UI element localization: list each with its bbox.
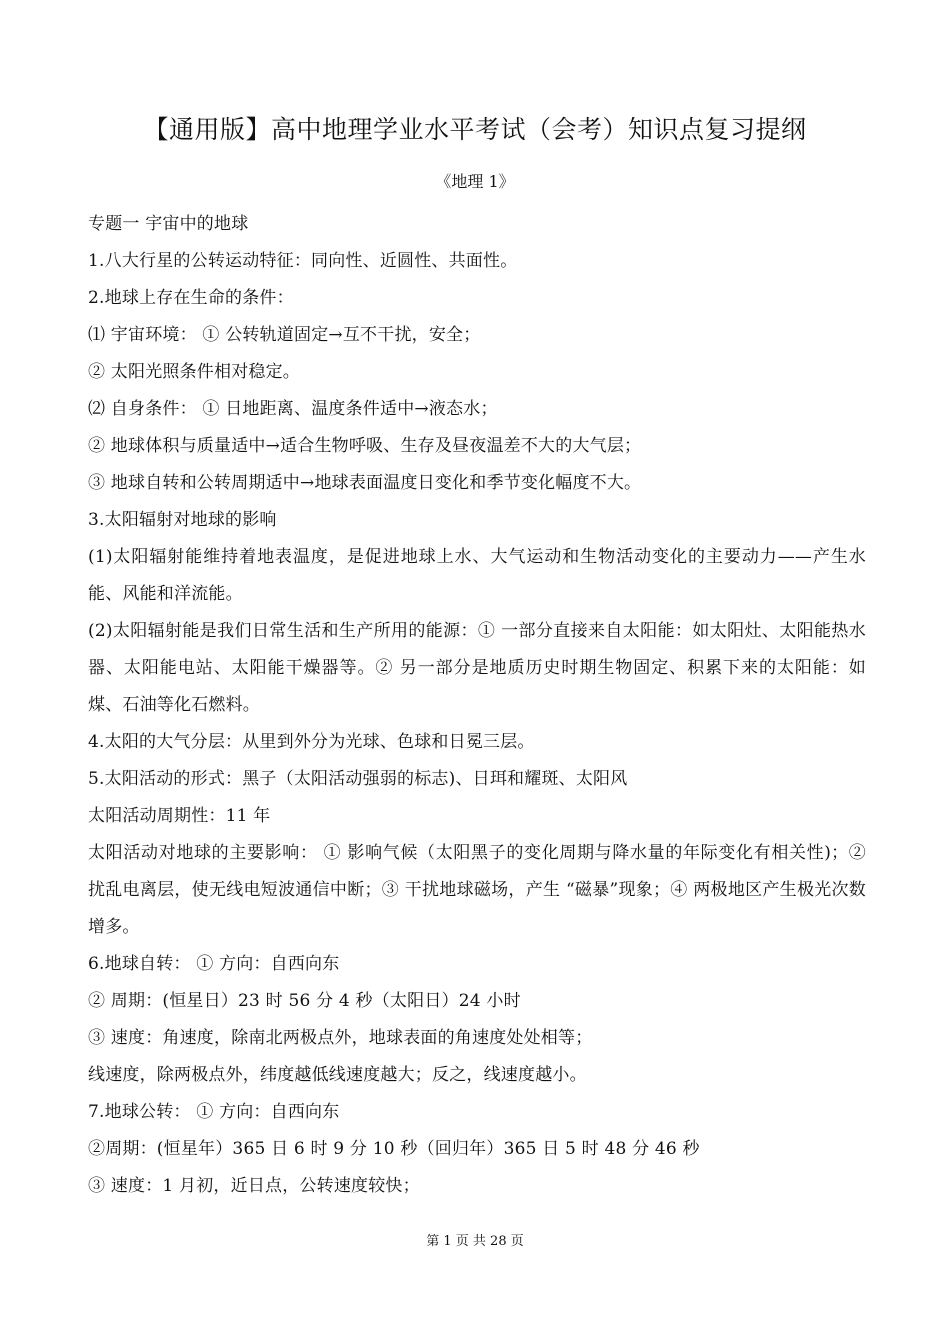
paragraph: ③ 速度：1 月初，近日点，公转速度较快； bbox=[88, 1176, 420, 1196]
paragraph: 2.地球上存在生命的条件： bbox=[88, 288, 294, 308]
document-title: 【通用版】高中地理学业水平考试（会考）知识点复习提纲 bbox=[143, 115, 807, 144]
document-subtitle: 《地理 1》 bbox=[435, 172, 515, 191]
paragraph: ⑵ 自身条件： ① 日地距离、温度条件适中→液态水； bbox=[88, 399, 498, 419]
paragraph: (1)太阳辐射能维持着地表温度，是促进地球上水、大气运动和生物活动变化的主要动力——产生水能、风能和洋流能。 bbox=[88, 547, 866, 604]
paragraph: ③ 速度：角速度，除南北两极点外，地球表面的角速度处处相等； bbox=[88, 1028, 593, 1048]
paragraph: ② 地球体积与质量适中→适合生物呼吸、生存及昼夜温差不大的大气层； bbox=[88, 436, 642, 456]
paragraph: 1.八大行星的公转运动特征：同向性、近圆性、共面性。 bbox=[88, 251, 518, 271]
paragraph: (2)太阳辐射能是我们日常生活和生产所用的能源：① 一部分直接来自太阳能：如太阳灶、太阳能热水器、太阳能电站、太阳能干燥器等。② 另一部分是地质历史时期生物固定、积累下来的太阳能：如煤、石油等化石燃料。 bbox=[88, 621, 866, 715]
paragraph: 太阳活动对地球的主要影响： ① 影响气候（太阳黑子的变化周期与降水量的年际变化有相关性)；② 扰乱电离层，使无线电短波通信中断；③ 干扰地球磁场，产生 “磁暴”现象；④ 两极地区产生极光次数增多。 bbox=[88, 843, 866, 937]
paragraph: ② 太阳光照条件相对稳定。 bbox=[88, 362, 301, 382]
paragraph: ②周期：(恒星年）365 日 6 时 9 分 10 秒（回归年）365 日 5 时 48 分 46 秒 bbox=[88, 1139, 700, 1159]
page-footer: 第 1 页 共 28 页 bbox=[426, 1234, 524, 1249]
paragraph: ③ 地球自转和公转周期适中→地球表面温度日变化和季节变化幅度不大。 bbox=[88, 473, 642, 493]
paragraph: 5.太阳活动的形式：黑子（太阳活动强弱的标志)、日珥和耀斑、太阳风 bbox=[88, 769, 628, 789]
paragraph: ② 周期：(恒星日）23 时 56 分 4 秒（太阳日）24 小时 bbox=[88, 991, 521, 1011]
paragraph: 太阳活动周期性：11 年 bbox=[88, 806, 271, 826]
paragraph: 线速度，除两极点外，纬度越低线速度越大；反之，线速度越小。 bbox=[88, 1065, 587, 1085]
document-body bbox=[88, 206, 866, 1205]
paragraph: 4.太阳的大气分层：从里到外分为光球、色球和日冕三层。 bbox=[88, 732, 535, 752]
paragraph: ⑴ 宇宙环境： ① 公转轨道固定→互不干扰，安全； bbox=[88, 325, 481, 345]
paragraph: 6.地球自转： ① 方向：自西向东 bbox=[88, 954, 340, 974]
paragraph: 3.太阳辐射对地球的影响 bbox=[88, 510, 277, 530]
paragraph: 7.地球公转： ① 方向：自西向东 bbox=[88, 1102, 340, 1122]
section-heading: 专题一 宇宙中的地球 bbox=[88, 214, 249, 234]
